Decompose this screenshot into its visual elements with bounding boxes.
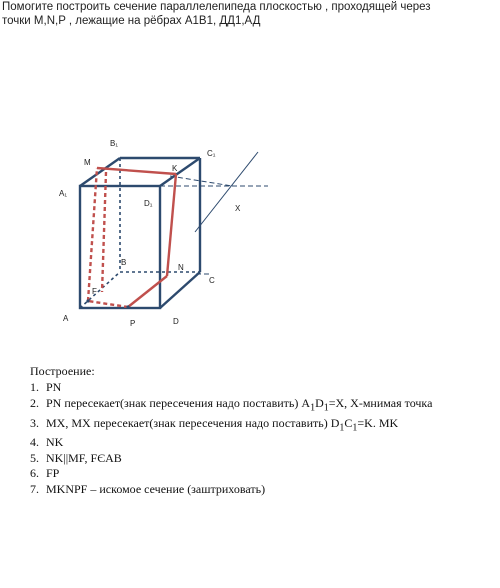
step-text: MKNPF – искомое сечение (заштриховать) <box>46 481 266 496</box>
step-text: NK <box>46 435 64 450</box>
step-item <box>30 466 450 481</box>
step-text: NK||MF, FЄAB <box>46 450 122 465</box>
label-C1: C₁ <box>207 149 216 158</box>
step-number: 7. <box>30 481 39 496</box>
hidden-edges <box>80 158 200 308</box>
label-D1: D₁ <box>144 199 153 208</box>
step-text: PN <box>46 380 62 395</box>
section-aux <box>102 172 106 292</box>
step-item <box>30 482 450 497</box>
label-B1: B₁ <box>110 139 119 148</box>
step-item <box>30 435 450 450</box>
label-D: D <box>173 317 179 326</box>
visible-edges <box>80 158 200 308</box>
step-number: 2. <box>30 395 39 410</box>
section-KN <box>167 174 176 276</box>
section-MK <box>97 168 176 174</box>
label-A: A <box>63 314 69 323</box>
edge-D1C1 <box>160 158 200 186</box>
steps-list <box>30 380 450 497</box>
label-F: F <box>92 287 97 296</box>
step-number: 1. <box>30 380 39 395</box>
section-PF <box>88 301 128 307</box>
vertex-labels <box>59 139 241 328</box>
step-number: 5. <box>30 450 39 465</box>
label-P: P <box>130 319 136 328</box>
label-M: M <box>84 158 91 167</box>
label-C: C <box>209 276 215 285</box>
question-line-2: точки M,N,P , лежащие на рёбрах A1B1, ДД1,АД <box>2 15 261 27</box>
step-number: 3. <box>30 415 39 430</box>
point-F <box>86 299 89 302</box>
section-FM <box>88 168 97 301</box>
label-X: X <box>235 204 241 213</box>
label-K: K <box>172 164 178 173</box>
step-item <box>30 396 450 416</box>
label-N: N <box>178 263 184 272</box>
step-text: FP <box>46 466 60 481</box>
point-P <box>126 305 129 308</box>
construction-steps <box>30 364 450 497</box>
label-B: B <box>121 258 127 267</box>
step-item <box>30 380 450 395</box>
question-line-1: Помогите построить сечение параллелепипеда плоскостью , проходящей через <box>2 1 431 13</box>
extension-PN <box>195 152 258 232</box>
section-polygon <box>88 168 176 307</box>
step-text: PN пересекает(знак пересечения надо поставить) $A_1D_1=X$, X-мнимая точка <box>46 395 433 414</box>
step-text: MX, MX пересекает(знак пересечения надо поставить) $D_1C_1=K$. MK <box>46 415 399 433</box>
step-item <box>30 416 450 436</box>
step-number: 6. <box>30 466 39 481</box>
step-number: 4. <box>30 435 39 450</box>
steps-title: Построение: <box>30 364 95 378</box>
label-A1: A₁ <box>59 189 68 198</box>
step-item <box>30 451 450 466</box>
